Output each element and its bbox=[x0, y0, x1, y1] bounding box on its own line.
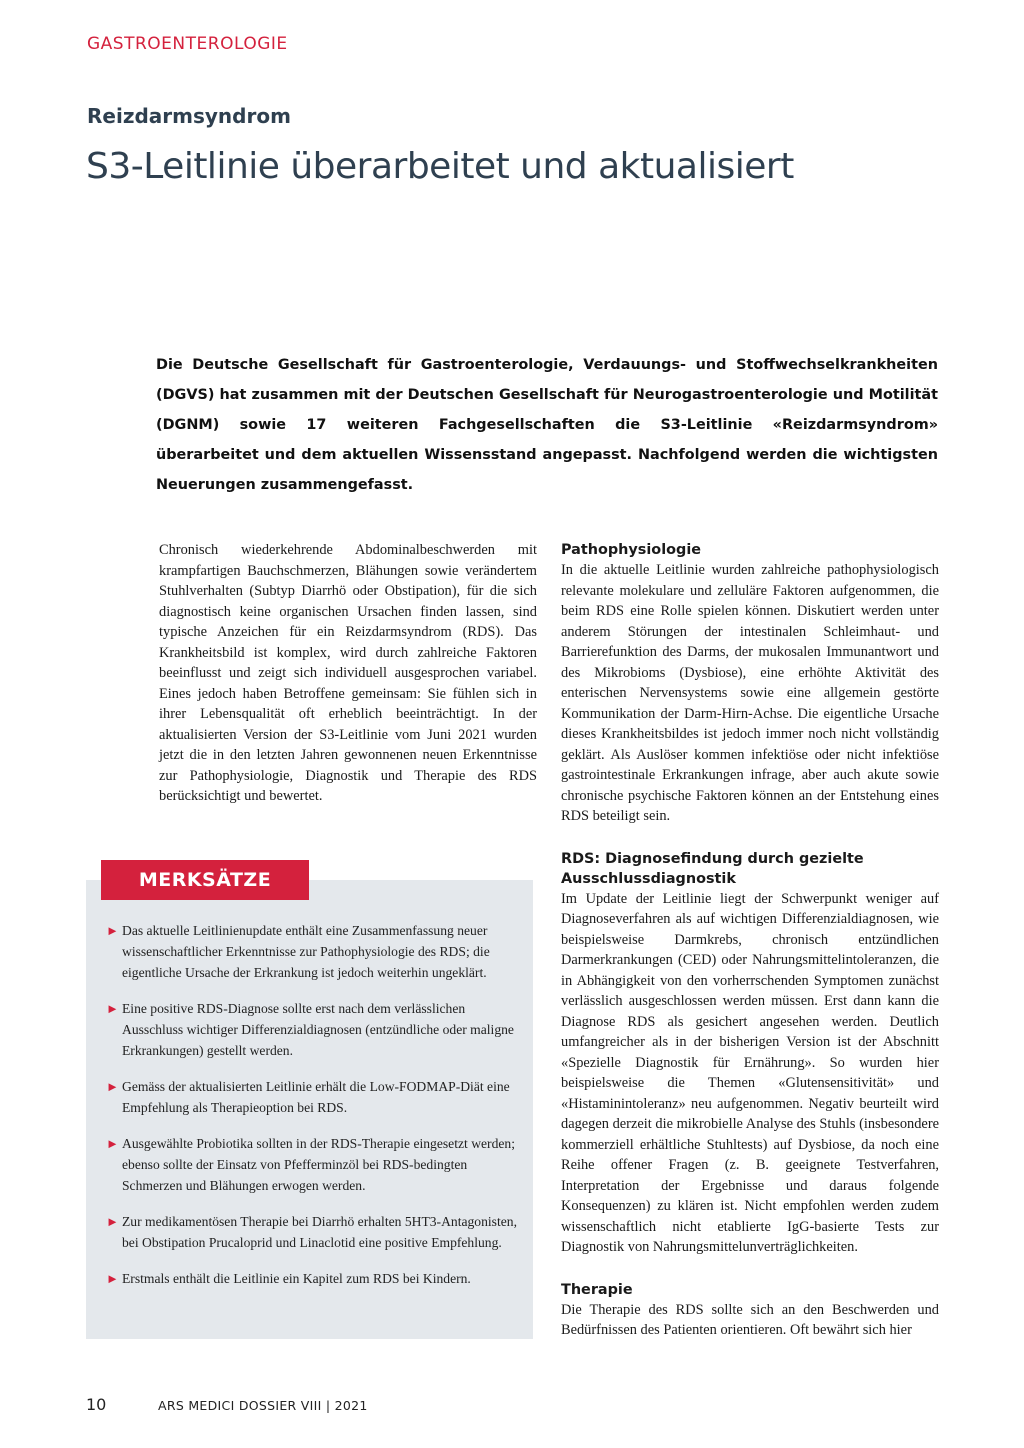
section-label: GASTROENTEROLOGIE bbox=[87, 34, 288, 54]
publication-line: ARS MEDICI DOSSIER VIII | 2021 bbox=[158, 1398, 368, 1413]
article-kicker: Reizdarmsyndrom bbox=[87, 104, 291, 128]
arrow-bullet-icon: ► bbox=[106, 923, 119, 938]
list-item: ► Gemäss der aktualisierten Leitlinie erhält die Low-FODMAP-Diät eine Empfehlung als Therapieoption bei RDS. bbox=[106, 1076, 524, 1118]
arrow-bullet-icon: ► bbox=[106, 1214, 119, 1229]
arrow-bullet-icon: ► bbox=[106, 1136, 119, 1151]
key-points-box bbox=[86, 880, 533, 1339]
key-points-heading: MERKSÄTZE bbox=[101, 860, 309, 900]
article-title: S3-Leitlinie überarbeitet und aktualisiert bbox=[86, 146, 794, 187]
heading-therapie: Therapie bbox=[561, 1281, 633, 1298]
intro-paragraph: Chronisch wiederkehrende Abdominalbeschwerden mit krampfartigen Bauchschmerzen, Blähungen sowie verändertem Stuhlverhalten (Subtyp Diarrhö oder Obstipation), für die sich diagnostisch keine organischen Ursachen finden lassen, sind typische Anzeichen für ein Reizdarmsyndrom (RDS). Das Krankheitsbild ist komplex, wird durch zahlreiche Faktoren beeinflusst und zeigt sich individuell ausgesprochen variabel. Eines jedoch haben Betroffene gemeinsam: Sie fühlen sich in ihrer Lebensqualität oft erheblich beeinträchtigt. In der aktualisierten Version der S3-Leitlinie vom Juni 2021 wurden jetzt die in den letzten Jahren gewonnenen neuen Erkenntnisse zur Pathophysiologie, Diagnostik und Therapie des RDS berücksichtigt und bewertet. bbox=[159, 542, 537, 804]
text-diagnose: Im Update der Leitlinie liegt der Schwerpunkt weniger auf Diagnoseverfahren als auf wichtigen Differenzialdiagnosen, wie beispielsweise Darmkrebs, chronisch entzündlichen Darmerkrankungen (CED) oder Nahrungsmittelintoleranzen, die in Abhängigkeit von den vorherrschenden Symptomen zunächst verlässlich ausgeschlossen werden müssen. Erst dann kann die Diagnose RDS als gesichert angesehen werden. Deutlich umfangreicher als in der bisherigen Version ist der Abschnitt «Spezielle Diagnostik für Ernährung». So wurden hier beispielsweise die Themen «Glutensensitivität» und «Histaminintoleranz» neu aufgenommen. Negativ beurteilt wird dagegen derzeit die mikrobielle Analyse des Stuhls (insbesondere kommerziell erhältliche Stuhltests) auf Dysbiose, da noch eine Reihe offener Fragen (z. B. geeignete Testverfahren, Interpretation der Ergebnisse und daraus folgende Konsequenzen) zu klären ist. Nicht empfohlen werden zudem wissenschaftlich nicht etablierte IgG-basierte Tests zur Diagnostik von Nahrungsmittelunverträglichkeiten. bbox=[561, 890, 939, 1255]
arrow-bullet-icon: ► bbox=[106, 1079, 119, 1094]
list-item: ► Das aktuelle Leitlinienupdate enthält eine Zusammenfassung neuer wissenschaftlicher Erkenntnisse zur Pathophysiologie des RDS; die eigentliche Ursache der Erkrankung ist jedoch weiterhin ungeklärt. bbox=[106, 920, 524, 983]
list-item: ► Eine positive RDS-Diagnose sollte erst nach dem verlässlichen Ausschluss wichtiger Differenzialdiagnosen (entzündliche oder maligne Erkrankungen) gestellt werden. bbox=[106, 998, 524, 1061]
arrow-bullet-icon: ► bbox=[106, 1271, 119, 1286]
arrow-bullet-icon: ► bbox=[106, 1001, 119, 1016]
page-number: 10 bbox=[86, 1395, 107, 1414]
list-item: ► Erstmals enthält die Leitlinie ein Kapitel zum RDS bei Kindern. bbox=[106, 1268, 524, 1289]
heading-pathophysiologie: Pathophysiologie bbox=[561, 542, 702, 558]
article-lead: Die Deutsche Gesellschaft für Gastroenterologie, Verdauungs- und Stoffwechselkrankheiten (DGVS) hat zusammen mit der Deutschen Gesellschaft für Neurogastroenterologie und Motilität (DGNM) sowie 17 weiteren Fachgesellschaften die S3-Leitlinie «Reizdarmsyndrom» überarbeitet und dem aktuellen Wissensstand angepasst. Nachfolgend werden die wichtigsten Neuerungen zusammengefasst. bbox=[156, 357, 938, 493]
heading-diagnose: RDS: Diagnosefindung durch gezielte Ausschlussdiagnostik bbox=[561, 850, 864, 887]
text-therapie: Die Therapie des RDS sollte sich an den Beschwerden und Bedürfnissen des Patienten orientieren. Oft bewährt sich hier bbox=[561, 1301, 939, 1338]
right-column bbox=[561, 540, 939, 1341]
text-pathophysiologie: In die aktuelle Leitlinie wurden zahlreiche pathophysiologisch relevante molekulare und zelluläre Faktoren aufgenommen, die beim RDS eine Rolle spielen können. Diskutiert werden unter anderem Störungen der intestinalen Schleimhaut- und Barrierefunktion des Darms, der mukosalen Immunantwort und des Mikrobioms (Dysbiose), eine erhöhte Aktivität des enterischen Nervensystems sowie eine allgemein gestörte Kommunikation der Darm-Hirn-Achse. Die eigentliche Ursache dieses Krankheitsbildes ist jedoch immer noch nicht vollständig geklärt. Als Auslöser kommen infektiöse oder nicht infektiöse gastrointestinale Erkrankungen infrage, aber auch akute sowie chronische psychische Faktoren können an der Entstehung eines RDS beteiligt sein. bbox=[561, 562, 939, 824]
list-item: ► Ausgewählte Probiotika sollten in der RDS-Therapie eingesetzt werden; ebenso sollte der Einsatz von Pfefferminzöl bei RDS-bedingten Schmerzen und Blähungen erwogen werden. bbox=[106, 1133, 524, 1196]
list-item: ► Zur medikamentösen Therapie bei Diarrhö erhalten 5HT3-Antagonisten, bei Obstipation Prucaloprid und Linaclotid eine positive Empfehlung. bbox=[106, 1211, 524, 1253]
key-points-list bbox=[106, 920, 524, 1304]
intro-column bbox=[159, 540, 537, 807]
